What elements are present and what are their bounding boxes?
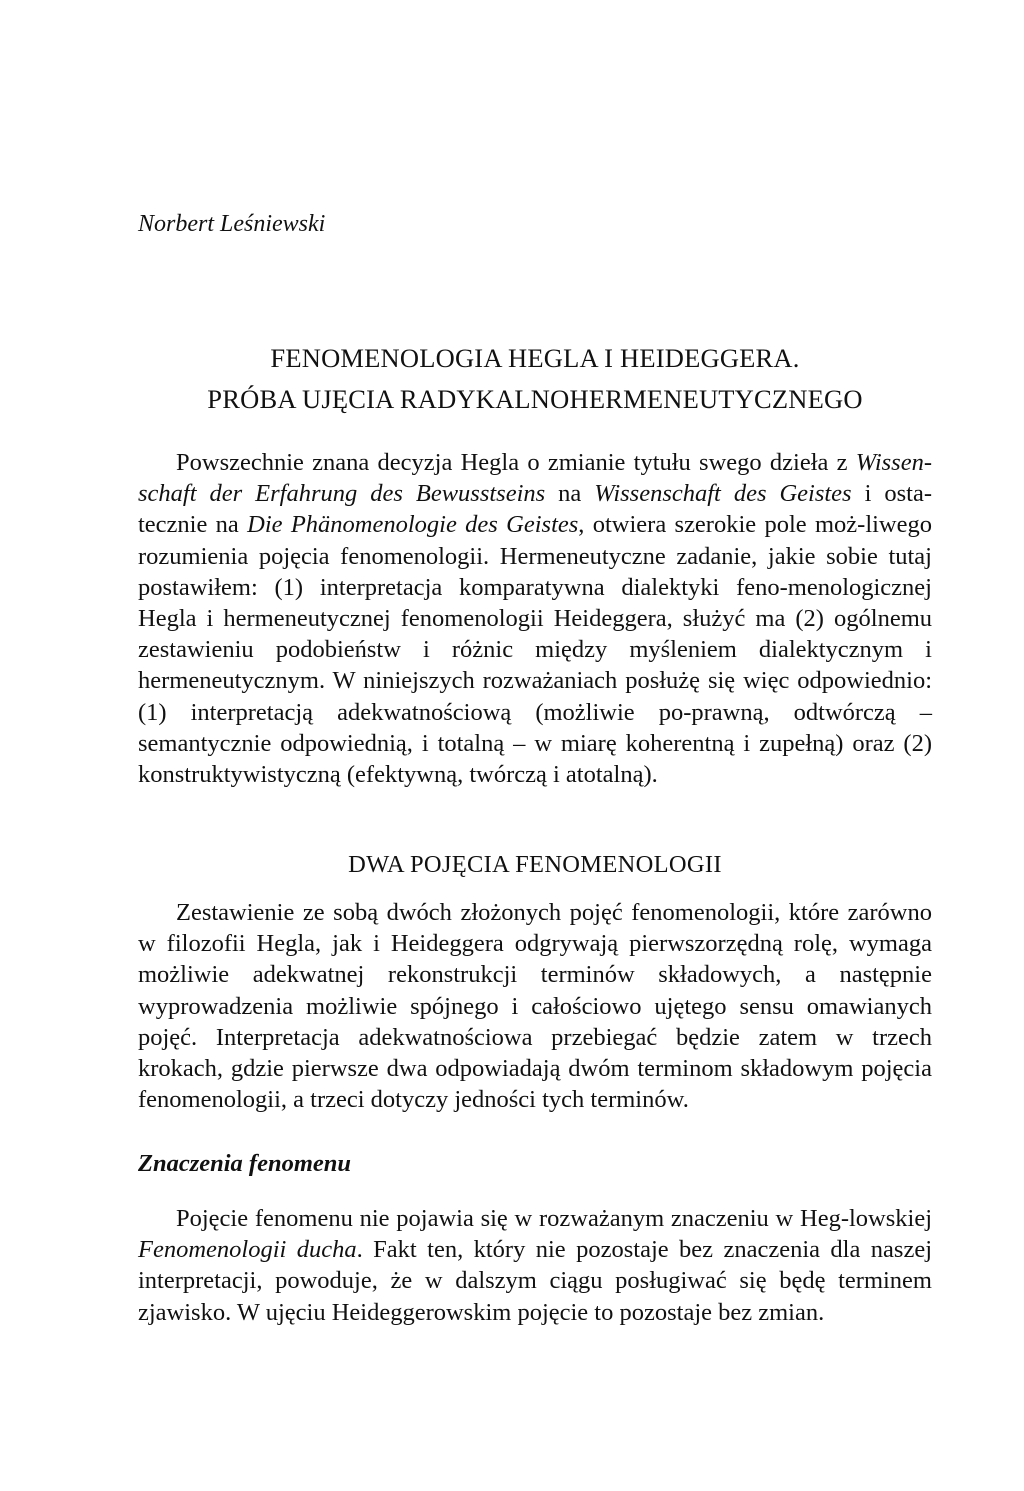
subsection-text-1: Pojęcie fenomenu nie pojawia się w rozważanym znaczeniu w Heg-lowskiej: [176, 1205, 932, 1232]
article-title-line-2: PRÓBA UJĘCIA RADYKALNOHERMENEUTYCZNEGO: [207, 384, 863, 414]
intro-work-title-3: Die Phänomenologie des Geistes: [247, 511, 579, 539]
subsection-paragraph: [138, 1203, 932, 1328]
intro-text-1: Powszechnie znana decyzja Hegla o zmianie tytułu swego dzieła z: [176, 449, 856, 476]
intro-text-2: na: [545, 480, 595, 508]
article-title-line-1: FENOMENOLOGIA HEGLA I HEIDEGGERA.: [270, 343, 800, 373]
author-name: Norbert Leśniewski: [138, 211, 326, 237]
intro-text-3: i osta-tecznie na: [138, 480, 932, 539]
intro-work-title-1: Wissen-schaft der Erfahrung des Bewusstseins: [138, 449, 932, 508]
subsection-text-2: . Fakt ten, który nie pozostaje bez znaczenia dla naszej interpretacji, powoduje, że w dalszym ciągu posługiwać się będę terminem zjawisko. W ujęciu Heideggerowskim pojęcie to pozostaje bez zmian.: [138, 1236, 932, 1326]
subsection-work-title: Fenomenologii ducha: [138, 1236, 357, 1264]
section-heading: DWA POJĘCIA FENOMENOLOGII: [348, 851, 722, 878]
intro-work-title-2: Wissenschaft des Geistes: [594, 480, 852, 508]
subsection-heading: Znaczenia fenomenu: [138, 1150, 352, 1177]
section-paragraph: Zestawienie ze sobą dwóch złożonych pojęć fenomenologii, które zarówno w filozofii Hegla, jak i Heideggera odgrywają pierwszorzędną rolę, wymaga możliwie adekwatnej rekonstrukcji terminów składowych, a następnie wyprowadzenia możliwie spójnego i całościowo ujętego sensu omawianych pojęć. Interpretacja adekwatnościowa przebiegać będzie zatem w trzech krokach, gdzie pierwsze dwa odpowiadają dwóm terminom składowym pojęcia fenomenologii, a trzeci dotyczy jedności tych terminów.: [138, 899, 932, 1114]
article-title: [138, 338, 932, 420]
intro-paragraph: [138, 447, 932, 790]
intro-text-4: , otwiera szerokie pole moż-liwego rozumienia pojęcia fenomenologii. Hermeneutyczne zadanie, jakie sobie tutaj postawiłem: (1) interpretacja komparatywna dialektyki feno-menologicznej Hegla i hermeneutycznej fenomenologii Heideggera, służyć ma (2) ogólnemu zestawieniu podobieństw i różnic między myśleniem dialektycznym i hermeneutycznym. W niniejszych rozważaniach posłużę się więc odpowiednio: (1) interpretacją adekwatnościową (możliwie po-prawną, odtwórczą – semantycznie odpowiednią, i totalną – w miarę koherentną i zupełną) oraz (2) konstruktywistyczną (efektywną, twórczą i atotalną).: [138, 511, 932, 789]
